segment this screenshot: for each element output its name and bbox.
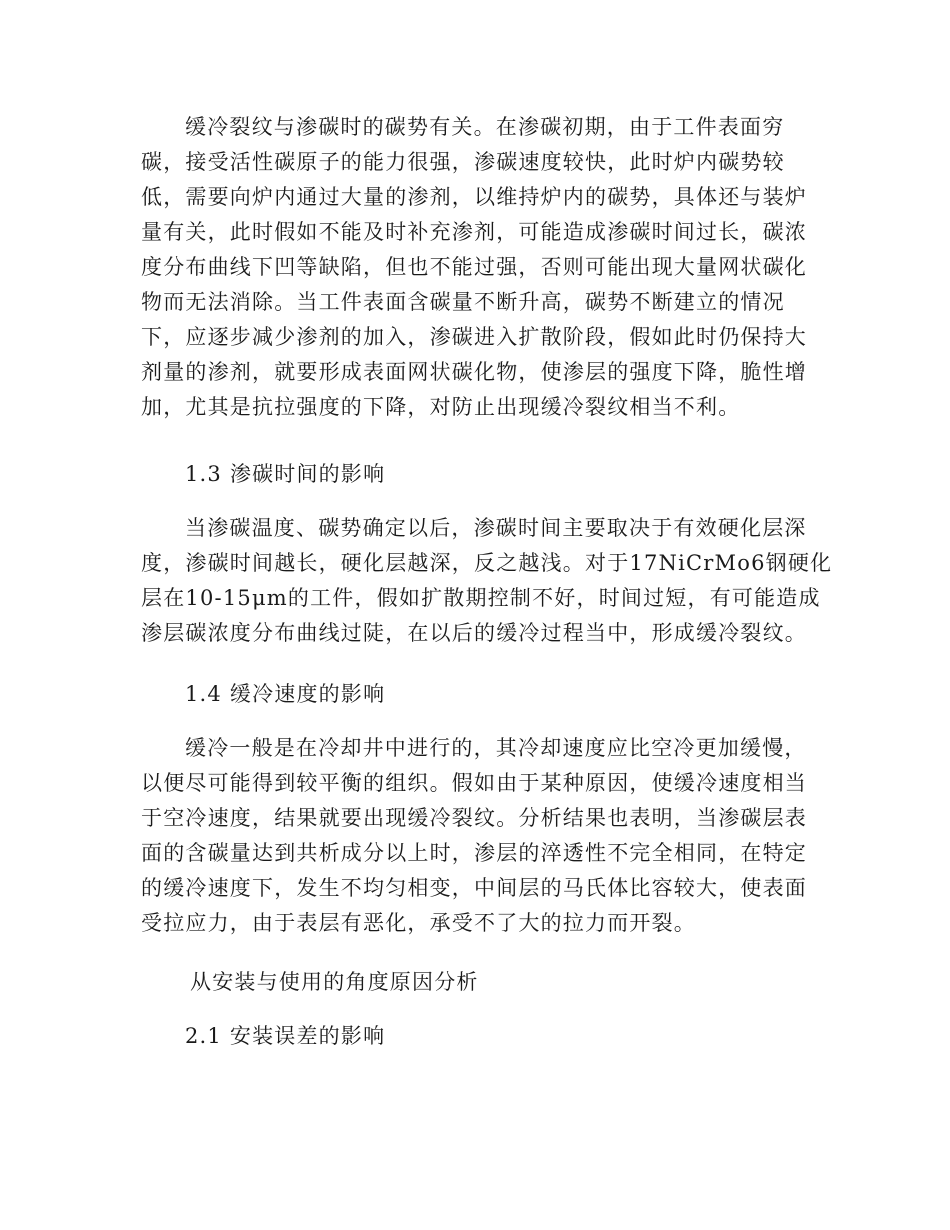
paragraph-2-line-4: 渗层碳浓度分布曲线过陡，在以后的缓冷过程当中，形成缓冷裂纹。 [141, 621, 807, 645]
paragraph-2-line-2: 度，渗碳时间越长，硬化层越深，反之越浅。对于17NiCrMo6钢硬化 [141, 551, 833, 575]
paragraph-1-line-3: 低，需要向炉内通过大量的渗剂，以维持炉内的碳势，具体还与装炉 [141, 185, 807, 209]
paragraph-2-line-1: 当渗碳温度、碳势确定以后，渗碳时间主要取决于有效硬化层深 [185, 516, 807, 540]
section-heading-install-use: 从安装与使用的角度原因分析 [190, 970, 479, 994]
section-heading-1-4: 1.4 缓冷速度的影响 [185, 682, 386, 706]
paragraph-1-line-9: 加，尤其是抗拉强度的下降，对防止出现缓冷裂纹相当不利。 [141, 395, 741, 419]
paragraph-1-line-6: 物而无法消除。当工件表面含碳量不断升高，碳势不断建立的情况 [141, 290, 785, 314]
paragraph-3-line-5: 的缓冷速度下，发生不均匀相变，中间层的马氏体比容较大，使表面 [141, 876, 807, 900]
paragraph-2-line-3: 层在10-15μm的工件，假如扩散期控制不好，时间过短，有可能造成 [141, 586, 821, 610]
paragraph-1-line-1: 缓冷裂纹与渗碳时的碳势有关。在渗碳初期，由于工件表面穷 [185, 115, 785, 139]
paragraph-1-line-8: 剂量的渗剂，就要形成表面网状碳化物，使渗层的强度下降，脆性增 [141, 360, 807, 384]
paragraph-3-line-3: 于空冷速度，结果就要出现缓冷裂纹。分析结果也表明，当渗碳层表 [141, 806, 807, 830]
section-heading-1-3: 1.3 渗碳时间的影响 [185, 462, 386, 486]
paragraph-1-line-5: 度分布曲线下凹等缺陷，但也不能过强，否则可能出现大量网状碳化 [141, 255, 807, 279]
paragraph-1-line-4: 量有关，此时假如不能及时补充渗剂，可能造成渗碳时间过长，碳浓 [141, 220, 807, 244]
section-heading-2-1: 2.1 安装误差的影响 [185, 1024, 386, 1048]
paragraph-3-line-6: 受拉应力，由于表层有恶化，承受不了大的拉力而开裂。 [141, 911, 696, 935]
paragraph-3-line-1: 缓冷一般是在冷却井中进行的，其冷却速度应比空冷更加缓慢， [185, 736, 807, 760]
paragraph-1-line-2: 碳，接受活性碳原子的能力很强，渗碳速度较快，此时炉内碳势较 [141, 150, 785, 174]
paragraph-3-line-2: 以便尽可能得到较平衡的组织。假如由于某种原因，使缓冷速度相当 [141, 771, 807, 795]
paragraph-3-line-4: 面的含碳量达到共析成分以上时，渗层的淬透性不完全相同，在特定 [141, 841, 807, 865]
paragraph-1-line-7: 下，应逐步减少渗剂的加入，渗碳进入扩散阶段，假如此时仍保持大 [141, 325, 807, 349]
